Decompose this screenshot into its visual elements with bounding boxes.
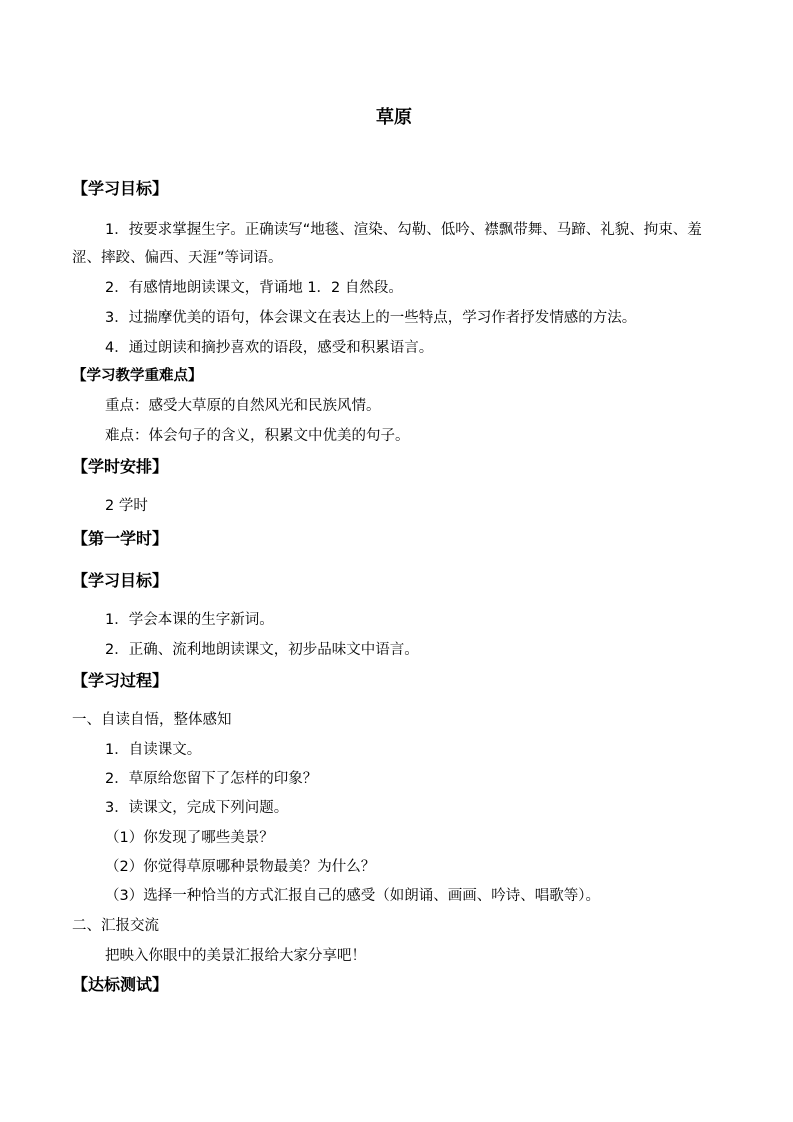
process-subitem-3: （3）选择一种恰当的方式汇报自己的感受（如朗诵、画画、吟诗、唱歌等）。 <box>105 888 600 904</box>
document-title: 草原 <box>376 107 412 128</box>
section-heading-key-points: 【学习教学重难点】 <box>72 368 203 384</box>
goal-item-2: 2．有感情地朗读课文，背诵地 1．2 自然段。 <box>105 280 403 296</box>
process-item-2: 2．草原给您留下了怎样的印象？ <box>105 771 318 787</box>
process-part-1: 一、自读自悟，整体感知 <box>72 712 232 728</box>
process-part-2: 二、汇报交流 <box>72 918 159 934</box>
process-subitem-1: （1）你发现了哪些美景？ <box>105 830 274 846</box>
difficult-point-item: 难点：体会句子的含义，积累文中优美的句子。 <box>105 428 410 444</box>
process-item-3: 3．读课文，完成下列问题。 <box>105 800 289 816</box>
process-subitem-2: （2）你觉得草原哪种景物最美？为什么？ <box>105 859 376 875</box>
section-heading-process: 【学习过程】 <box>72 671 169 690</box>
goal-item-4: 4．通过朗读和摘抄喜欢的语段，感受和积累语言。 <box>105 340 434 356</box>
process-item-1: 1．自读课文。 <box>105 742 202 758</box>
section-heading-learning-goals: 【学习目标】 <box>72 179 169 198</box>
process-part-2-text: 把映入你眼中的美景汇报给大家分享吧！ <box>105 948 366 964</box>
period-goal-item-1: 1．学会本课的生字新词。 <box>105 612 274 628</box>
goal-item-1: 1．按要求掌握生字。正确读写“地毯、渲染、勾勒、低吟、襟飘带舞、马蹄、礼貌、拘束、羞涩、摔跤、偏西、天涯”等词语。 <box>72 222 702 266</box>
schedule-text: 2 学时 <box>105 498 148 514</box>
section-heading-schedule: 【学时安排】 <box>72 457 169 476</box>
period-goal-item-2: 2．正确、流利地朗读课文，初步品味文中语言。 <box>105 642 419 658</box>
goal-item-3: 3．过揣摩优美的语句，体会课文在表达上的一些特点，学习作者抒发情感的方法。 <box>105 310 637 326</box>
key-point-item: 重点：感受大草原的自然风光和民族风情。 <box>105 398 381 414</box>
section-heading-test: 【达标测试】 <box>72 975 169 994</box>
section-heading-first-period: 【第一学时】 <box>72 529 169 548</box>
section-heading-period-goals: 【学习目标】 <box>72 571 169 590</box>
